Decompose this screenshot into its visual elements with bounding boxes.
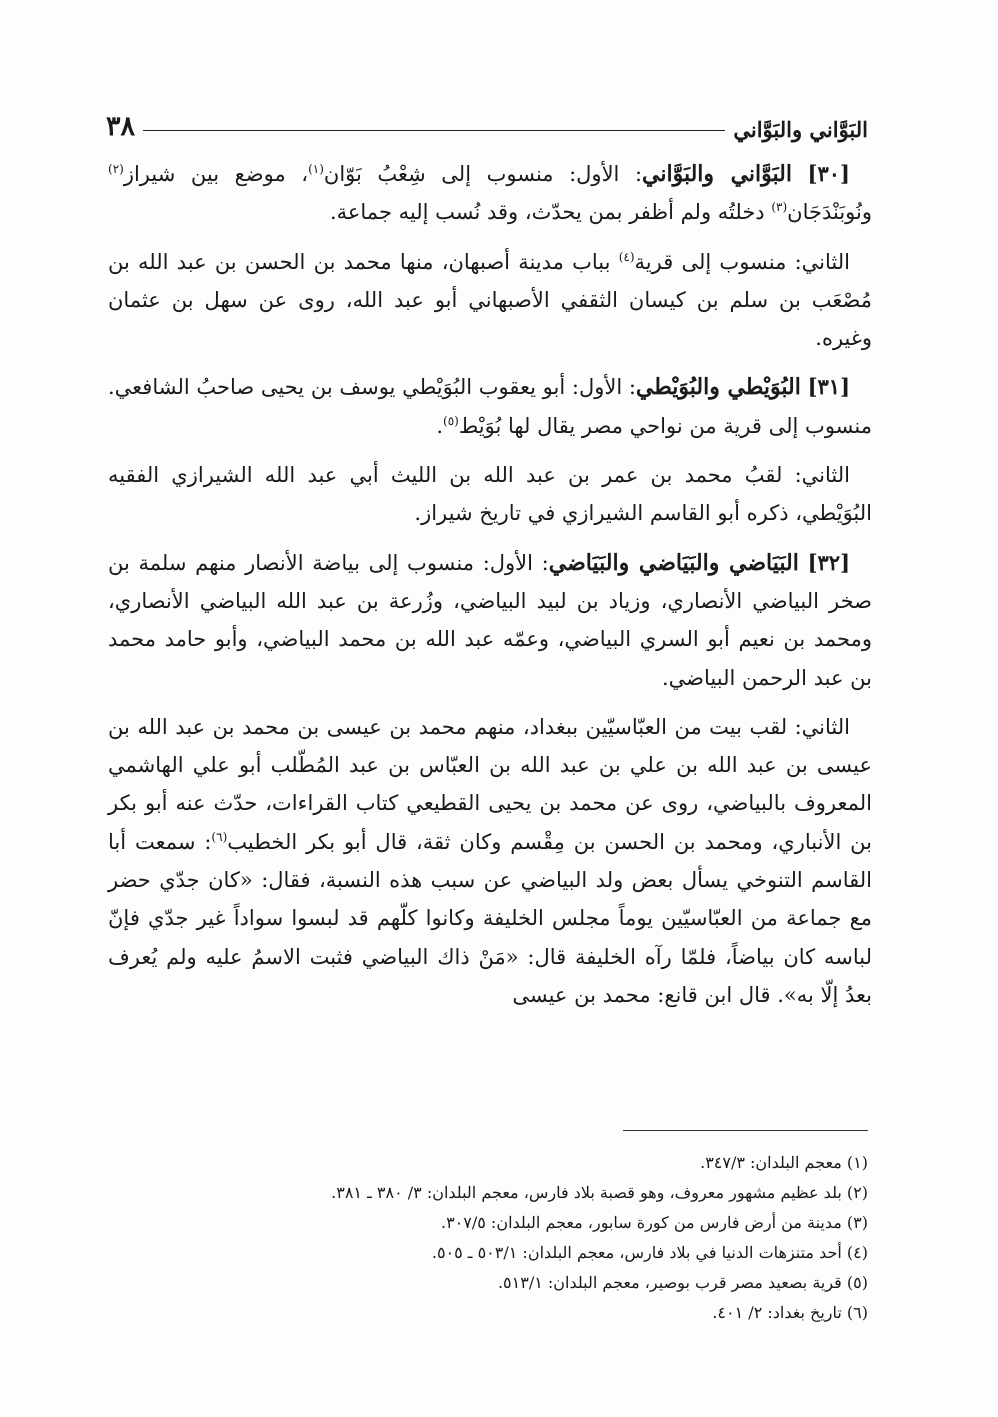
entry-text: ، موضع بين شيراز: [123, 162, 309, 186]
entry-text: دخلتُه ولم أظفر بمن يحدّث، وقد نُسب إليه جماعة.: [329, 200, 772, 225]
paragraph-text: : سمعت أبا القاسم التنوخي يسأل بعض ولد البياضي عن سبب هذه النسبة، فقال: «كان جدّي حضر مع جماعة من العبّاسيّين يوماً مجلس الخليفة وكانوا كلّهم قد لبسوا سواداً غير جدّي فإنّ لباسه كان بياضاً، فلمّا رآه الخليفة قال: «مَنْ ذاك البياضي فثبت الاسمُ عليه ولم يُعرف بعدُ إلّا به». قال ابن قانع: محمد بن عيسى: [108, 829, 872, 1007]
footnotes: [130, 1148, 868, 1328]
footnote: (٦) تاريخ بغداد: ٢/ ٤٠١.: [712, 1303, 868, 1322]
footnote-ref: (٤): [618, 249, 635, 264]
footnote-ref: (٦): [211, 829, 228, 844]
entry-30-second: [108, 243, 872, 358]
footnote: (٥) قرية بصعيد مصر قرب بوصير، معجم البلدان: ٥١٣/١.: [497, 1273, 868, 1292]
footnote: (٢) بلد عظيم مشهور معروف، وهو قصبة بلاد فارس، معجم البلدان: ٣/ ٣٨٠ ـ ٣٨١.: [331, 1183, 868, 1202]
entry-number: [٣١]: [807, 374, 850, 400]
footnote-ref: (٥): [443, 413, 459, 428]
entry-text: ونُوبَنْدَجَان: [787, 200, 872, 225]
main-text: [108, 155, 872, 1025]
paragraph-text: الثاني: منسوب إلى قرية: [634, 249, 850, 274]
entry-32-second: [108, 708, 872, 1014]
page-number: ٣٨: [106, 111, 136, 142]
footnote-ref: (١): [308, 162, 324, 176]
entry-31: [108, 368, 872, 445]
entry-32: [108, 544, 872, 697]
entry-text: : الأول: منسوب إلى شِعْبُ بَوّان: [323, 162, 643, 186]
entry-text: .: [436, 413, 443, 438]
header-rule: [143, 130, 725, 131]
running-title: البَوَّاني والبَوَّاني: [733, 117, 868, 142]
footnote: (٤) أحد متنزهات الدنيا في بلاد فارس، معجم البلدان: ٥٠٣/١ ـ ٥٠٥.: [431, 1243, 868, 1262]
entry-text: : الأول: أبو يعقوب البُوَيْطي يوسف بن يحيى صاحبُ الشافعي. منسوب إلى قرية من نواحي مصر يقال لها بُوَيْط: [108, 375, 872, 438]
entry-31-second: [108, 456, 872, 533]
running-header: [100, 104, 868, 140]
entry-title: البُوَيْطي والبُوَيْطي: [635, 374, 801, 401]
footnote-separator: [623, 1130, 868, 1131]
paragraph-text: الثاني: لقب بيت من العبّاسيّين ببغداد، منهم محمد بن عيسى بن محمد بن عبد الله بن عيسى بن عبد الله بن علي بن عبد الله بن العبّاس بن عبد المُطّلب أبو علي الهاشمي المعروف بالبياضي، روى عن محمد بن يحيى القطيعي كتاب القراءات، حدّث عنه أبو بكر بن الأنباري، ومحمد بن الحسن بن مِقْسم وكان ثقة، قال أبو بكر الخطيب: [108, 714, 872, 854]
entry-title: البَيَاضي والبَيَاضي والبَيَاضي: [548, 549, 799, 576]
footnote: (٣) مدينة من أرض فارس من كورة سابور، معجم البلدان: ٣٠٧/٥.: [440, 1213, 868, 1232]
entry-title: البَوَّاني والبَوَّاني: [642, 161, 792, 187]
paragraph-text: بباب مدينة أصبهان، منها محمد بن الحسن بن عبد الله بن مُصْعَب بن سلم بن كيسان الثقفي الأصبهاني أبو عبد الله، روى عن سهل بن عثمان وغيره.: [108, 249, 872, 351]
paragraph-text: الثاني: لقبُ محمد بن عمر بن عبد الله بن الليث أبي عبد الله الشيرازي الفقيه البُوَيْطي، ذكره أبو القاسم الشيرازي في تاريخ شيراز.: [108, 463, 872, 526]
entry-30: [108, 155, 872, 232]
footnote: (١) معجم البلدان: ٣٤٧/٣.: [700, 1153, 868, 1172]
footnote-ref: (٢): [108, 162, 124, 176]
entry-number: [٣٢]: [807, 549, 850, 575]
footnote-ref: (٣): [771, 200, 788, 215]
entry-text: : الأول: منسوب إلى بياضة الأنصار منهم سلمة بن صخر البياضي الأنصاري، وزياد بن لبيد البياضي، وزُرعة بن عبد الله البياضي الأنصاري، ومحمد بن نعيم أبو السري البياضي، وعمّه عبد الله بن محمد البياضي، وأبو حامد محمد بن عبد الرحمن البياضي.: [108, 550, 872, 690]
entry-number: [٣٠]: [807, 161, 850, 186]
